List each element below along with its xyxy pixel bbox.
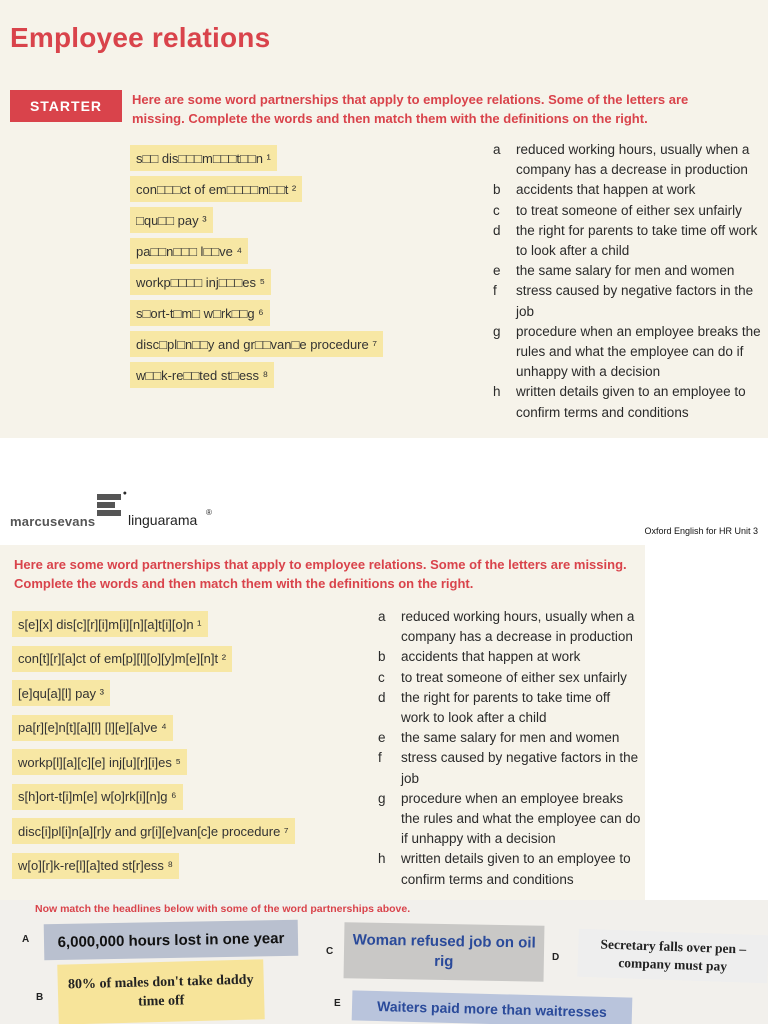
definition-b: b accidents that happen at work xyxy=(493,182,696,198)
word-partnership-6[interactable]: s□ort-t□m□ w□rk□□g ⁶ xyxy=(130,300,270,326)
definition-f: f stress caused by negative factors in the job xyxy=(493,283,754,319)
definition-c: c to treat someone of either sex unfairly xyxy=(378,669,627,685)
definitions-bottom xyxy=(378,607,642,890)
word-partnership-4[interactable]: pa□□n□□□ l□□ve ⁴ xyxy=(130,238,248,264)
headline-letter-c: C xyxy=(326,946,334,957)
registered-mark: ® xyxy=(206,508,212,517)
definition-a: a reduced working hours, usually when a company has a decrease in production xyxy=(493,142,750,178)
definitions-top xyxy=(493,140,765,423)
completed-partnership-3[interactable]: [e]qu[a][l] pay ³ xyxy=(12,680,110,706)
definition-d: d the right for parents to take time off work to look after a child xyxy=(493,222,758,259)
completed-partnership-6[interactable]: s[h]ort-t[i]m[e] w[o]rk[i][n]g ⁶ xyxy=(12,784,183,810)
definition-h: h written details given to an employee to confirm terms and conditions xyxy=(493,384,746,420)
completed-partnership-8[interactable]: w[o][r]k-re[l][a]ted st[r]ess ⁸ xyxy=(12,853,179,879)
headline-letter-b: B xyxy=(36,992,44,1003)
instructions-top: Here are some word partnerships that apply to employee relations. Some of the letters are missing. Complete the words and then match them with the definitions on the right. xyxy=(132,92,689,126)
headline-letter-d: D xyxy=(552,952,560,963)
headline-letter-e: E xyxy=(334,998,341,1009)
word-partnership-1[interactable]: s□□ dis□□□m□□□t□□n ¹ xyxy=(130,145,277,171)
word-partnership-8[interactable]: w□□k-re□□ted st□ess ⁸ xyxy=(130,362,274,388)
definition-a: a reduced working hours, usually when a company has a decrease in production xyxy=(378,609,635,645)
headline-b[interactable]: 80% of males don't take daddy time off xyxy=(57,959,265,1024)
headline-a[interactable]: 6,000,000 hours lost in one year xyxy=(44,920,299,960)
headline-letter-a: A xyxy=(22,934,30,945)
brand-marcusevans: marcusevans xyxy=(10,514,96,529)
definition-e: e the same salary for men and women xyxy=(378,730,620,746)
course-reference: Oxford English for HR Unit 3 xyxy=(644,526,758,536)
headline-d[interactable]: Secretary falls over pen – company must pay xyxy=(577,929,768,984)
instructions-bottom: Here are some word partnerships that apply to employee relations. Some of the letters are missing. Complete the words and then match them with the definitions on the right. xyxy=(14,557,627,591)
definition-e: e the same salary for men and women xyxy=(493,263,735,279)
completed-partnership-1[interactable]: s[e][x] dis[c][r][i]m[i][n][a]t[i][o]n ¹ xyxy=(12,611,208,637)
headline-c[interactable]: Woman refused job on oil rig xyxy=(344,922,545,981)
starter-badge: STARTER xyxy=(10,90,122,122)
word-partnership-2[interactable]: con□□□ct of em□□□□m□□t ² xyxy=(130,176,302,202)
word-partnership-7[interactable]: disc□pl□n□□y and gr□□van□e procedure ⁷ xyxy=(130,331,383,357)
definition-c: c to treat someone of either sex unfairly xyxy=(493,202,742,218)
definition-d: d the right for parents to take time off work to look after a child xyxy=(378,689,611,726)
brand-linguarama: linguarama xyxy=(128,512,198,528)
completed-partnership-7[interactable]: disc[i]pl[i]n[a][r]y and gr[i][e]van[c]e procedure ⁷ xyxy=(12,818,295,844)
definition-f: f stress caused by negative factors in the job xyxy=(378,750,639,786)
completed-partnership-5[interactable]: workp[l][a][c][e] inj[u][r][i]es ⁵ xyxy=(12,749,187,775)
word-partnership-5[interactable]: workp□□□□ inj□□□es ⁵ xyxy=(130,269,271,295)
completed-partnership-4[interactable]: pa[r][e]n[t][a][l] [l][e][a]ve ⁴ xyxy=(12,715,173,741)
marcusevans-logo-icon: ● xyxy=(97,494,121,520)
completed-partnership-2[interactable]: con[t][r][a]ct of em[p][l][o][y]m[e][n]t ² xyxy=(12,646,232,672)
definition-g: g procedure when an employee breaks the rules and what the employee can do if unhappy with a decision xyxy=(493,323,761,380)
word-partnership-3[interactable]: □qu□□ pay ³ xyxy=(130,207,213,233)
page-title: Employee relations xyxy=(10,22,271,53)
definition-h: h written details given to an employee to confirm terms and conditions xyxy=(378,851,631,887)
headline-e[interactable]: Waiters paid more than waitresses xyxy=(352,990,633,1024)
definition-g: g procedure when an employee breaks the rules and what the employee can do if unhappy with a decision xyxy=(378,790,641,847)
headlines-instructions: Now match the headlines below with some of the word partnerships above. xyxy=(35,903,411,915)
definition-b: b accidents that happen at work xyxy=(378,649,581,665)
